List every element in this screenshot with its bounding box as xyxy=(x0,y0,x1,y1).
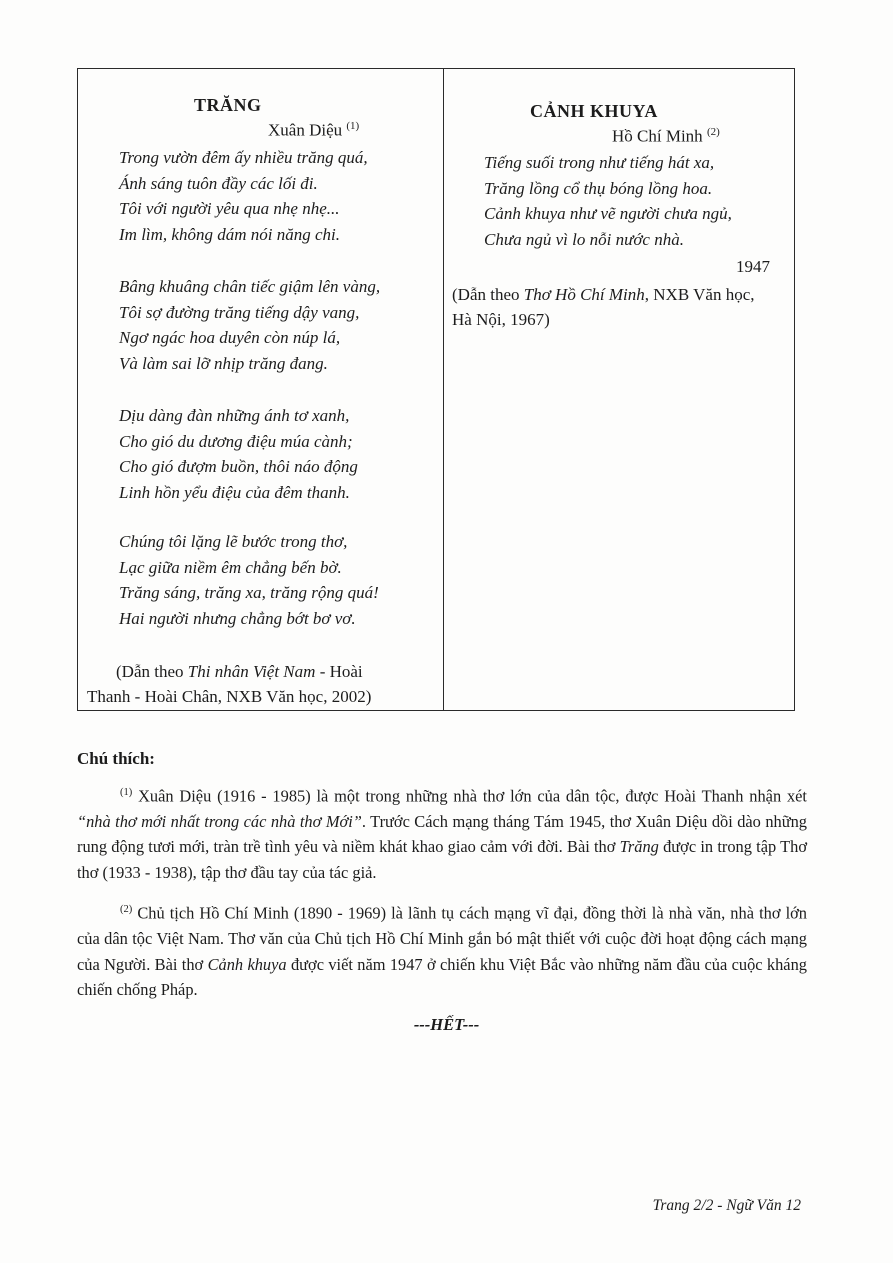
poem-verse-canh-khuya xyxy=(484,150,732,252)
verse-line: Bâng khuâng chân tiếc giậm lên vàng, xyxy=(119,277,381,296)
verse-line: Tôi sợ đường trăng tiếng dậy vang, xyxy=(119,302,360,322)
stanza-1 xyxy=(119,145,368,247)
source-line-2: Thanh - Hoài Chân, NXB Văn học, 2002) xyxy=(87,687,372,706)
footnote-marker-1: (1) xyxy=(346,120,360,132)
poem-year: 1947 xyxy=(736,257,770,276)
verse-line: Và làm sai lỡ nhịp trăng đang. xyxy=(119,353,328,373)
verse-line: Tiếng suối trong như tiếng hát xa, xyxy=(484,153,715,172)
source-suffix: - Hoài xyxy=(315,662,363,681)
source-suffix: , NXB Văn học, xyxy=(644,285,755,304)
verse-line: Cảnh khuya như vẽ người chưa ngủ, xyxy=(484,204,732,223)
verse-line: Ngơ ngác hoa duyên còn núp lá, xyxy=(119,328,341,347)
source-line-2: Hà Nội, 1967) xyxy=(452,310,550,329)
author-name: Xuân Diệu xyxy=(268,120,343,140)
footnote-text: được viết năm 1947 ở chiến khu Việt Bắc vào những năm đầu của cuộc kháng chiến chống Pháp. xyxy=(77,954,807,1000)
footnote-text: Xuân Diệu (1916 - 1985) là một trong những nhà thơ lớn của dân tộc, được Hoài Thanh nhận xét xyxy=(132,786,807,806)
footnote-marker: (2) xyxy=(120,904,133,916)
poem-source-trang xyxy=(87,659,372,709)
stanza-3 xyxy=(119,403,358,505)
poem-title-canh-khuya: CẢNH KHUYA xyxy=(530,101,658,121)
page-footer: Trang 2/2 - Ngữ Văn 12 xyxy=(652,1197,801,1214)
footnote-marker-2: (2) xyxy=(706,126,720,138)
author-name: Hồ Chí Minh xyxy=(612,126,703,146)
footnotes-section xyxy=(77,749,807,1015)
verse-line: Hai người nhưng chẳng bớt bơ vơ. xyxy=(119,608,356,628)
poem-title-trang: TRĂNG xyxy=(194,95,262,115)
verse-line: Chúng tôi lặng lẽ bước trong thơ, xyxy=(119,532,348,551)
verse-line: Ánh sáng tuôn đầy các lối đi. xyxy=(119,173,318,193)
verse-line: Lạc giữa niềm êm chẳng bến bờ. xyxy=(119,557,342,577)
verse-line: Im lìm, không dám nói năng chi. xyxy=(119,224,340,244)
footnote-poem-title: Cảnh khuya xyxy=(207,954,287,974)
poem-column-canh-khuya xyxy=(444,69,794,710)
end-mark: ---HẾT--- xyxy=(413,1015,480,1034)
verse-line: Trăng sáng, trăng xa, trăng rộng quá! xyxy=(119,583,379,602)
footnote-text: Chủ tịch Hồ Chí Minh (1890 - 1969) là lãnh tụ cách mạng vĩ đại, đồng thời là nhà văn, nhà thơ lớn của dân tộc Việt Nam. Thơ văn của Chủ tịch Hồ Chí Minh gắn bó mật thiết với cuộc đời hoạt động cách mạng của Người. Bài thơ xyxy=(77,903,807,974)
footnote-quote: “nhà thơ mới nhất trong các nhà thơ Mới” xyxy=(77,811,362,831)
footnote-text: được in trong tập Thơ thơ (1933 - 1938), tập thơ đầu tay của tác giả. xyxy=(77,837,807,882)
stanza-4 xyxy=(119,529,379,631)
footnote-text: . Trước Cách mạng tháng Tám 1945, thơ Xuân Diệu dồi dào những rung động tươi mới, tràn trề tình yêu và niềm khát khao giao cảm với đời. Bài thơ xyxy=(77,811,807,857)
verse-line: Cho gió đượm buồn, thôi náo động xyxy=(119,457,358,476)
footnotes-heading: Chú thích: xyxy=(77,749,155,768)
stanza-2 xyxy=(119,274,380,376)
poem-author-ho-chi-minh xyxy=(612,126,720,147)
source-book-title: Thi nhân Việt Nam xyxy=(187,662,316,681)
footnote-marker: (1) xyxy=(120,787,133,798)
poem-table xyxy=(77,68,795,711)
verse-line: Trong vườn đêm ấy nhiều trăng quá, xyxy=(119,148,368,167)
verse-line: Dịu dàng đàn những ánh tơ xanh, xyxy=(119,406,350,425)
verse-line: Trăng lồng cổ thụ bóng lồng hoa. xyxy=(484,178,713,198)
footnote-2 xyxy=(77,897,807,1002)
poem-author-xuan-dieu xyxy=(268,120,359,141)
source-prefix: (Dẫn theo xyxy=(116,662,188,681)
source-prefix: (Dẫn theo xyxy=(452,285,524,304)
verse-line: Tôi với người yêu qua nhẹ nhẹ... xyxy=(119,199,340,218)
poem-source-canh-khuya xyxy=(452,282,754,332)
verse-line: Chưa ngủ vì lo nỗi nước nhà. xyxy=(484,229,684,249)
footnote-poem-title: Trăng xyxy=(619,837,659,857)
source-book-title: Thơ Hồ Chí Minh xyxy=(523,285,645,304)
verse-line: Cho gió du dương điệu múa cành; xyxy=(119,431,353,451)
verse-line: Linh hồn yểu điệu của đêm thanh. xyxy=(119,482,350,502)
footnote-1 xyxy=(77,780,807,885)
poem-column-trang xyxy=(78,69,444,710)
